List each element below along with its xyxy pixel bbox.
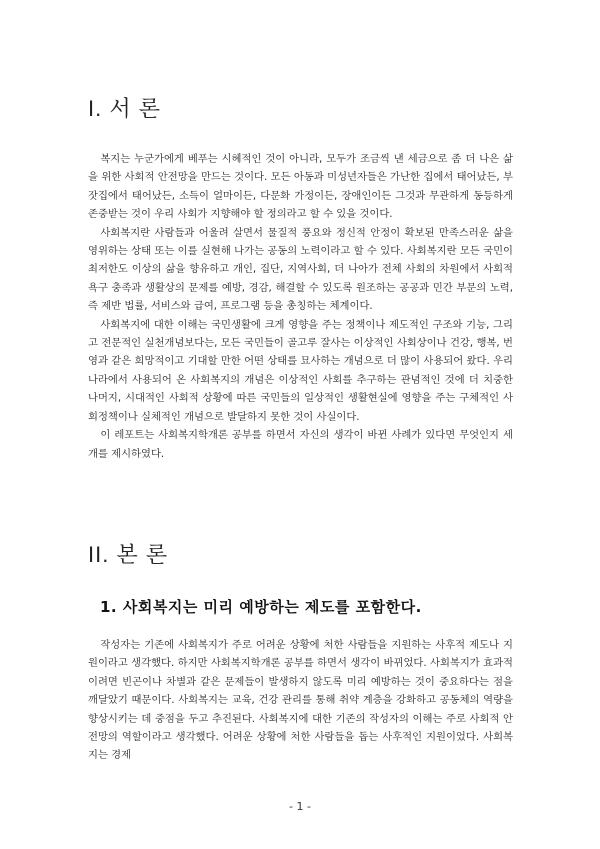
body-text: [88, 636, 513, 765]
intro-body: [88, 150, 513, 463]
intro-paragraph-4: 이 레포트는 사회복지학개론 공부를 하면서 자신의 생각이 바뀐 사례가 있다면 무엇인지 세 개를 제시하였다.: [88, 429, 513, 460]
section-title-intro: I. 서 론: [88, 96, 161, 121]
intro-paragraph-2: 사회복지란 사람들과 어울려 살면서 물질적 풍요와 정신적 안정이 확보된 만족스러운 삶을 영위하는 상태 또는 이를 실현해 나가는 공동의 노력이라고 할 수 있다. 사회복지란 모든 국민이 최저한도 이상의 삶을 향유하고 개인, 집단, 지역사회, 더 나아가 전체 사회의 차원에서 사회적 욕구 충족과 생활상의 문제를 예방, 경감, 해결할 수 있도록 원조하는 공공과 민간 부문의 노력, 즉 제반 법률, 서비스와 급여, 프로그램 등을 총칭하는 체계이다.: [88, 226, 513, 313]
intro-paragraph-1: 복지는 누군가에게 베푸는 시혜적인 것이 아니라, 모두가 조금씩 낸 세금으로 좀 더 나은 삶을 위한 사회적 안전망을 만드는 것이다. 모든 아동과 미성년자들은 가난한 집에서 태어났든, 부잣집에서 태어났든, 소득이 얼마이든, 다문화 가정이든, 장애인이든 그것과 무관하게 동등하게 존중받는 것이 우리 사회가 지향해야 할 정의라고 할 수 있을 것이다.: [88, 153, 513, 221]
section-title-body: II. 본 론: [88, 542, 169, 567]
subsection-title: 1. 사회복지는 미리 예방하는 제도를 포함한다.: [100, 598, 422, 616]
intro-paragraph-3: 사회복지에 대한 이해는 국민생활에 크게 영향을 주는 정책이나 제도적인 구조와 기능, 그리고 전문적인 실천개념보다는, 모든 국민들이 골고루 잘사는 이상적인 사회상이나 건강, 행복, 번영과 같은 희망적이고 기대할 만한 어떤 상태를 묘사하는 개념으로 더 많이 사용되어 왔다. 우리나라에서 사용되어 온 사회복지의 개념은 이상적인 사회를 추구하는 관념적인 것에 더 치중한 나머지, 시대적인 사회적 상황에 따른 국민들의 일상적인 생활현실에 영향을 주는 구체적인 사회정책이나 실체적인 개념으로 발달하지 못한 것이 사실이다.: [88, 318, 513, 423]
page-number: - 1 -: [289, 800, 311, 813]
body-paragraph-1: 작성자는 기존에 사회복지가 주로 어려운 상황에 처한 사람들을 지원하는 사후적 제도나 지원이라고 생각했다. 하지만 사회복지학개론 공부를 하면서 생각이 바뀌었다. 사회복지가 효과적이려면 빈곤이나 차별과 같은 문제들이 발생하지 않도록 미리 예방하는 것이 중요하다는 점을 깨달았기 때문이다. 사회복지는 교육, 건강 관리를 통해 취약 계층을 강화하고 공동체의 역량을 향상시키는 데 중점을 두고 추진된다. 사회복지에 대한 기존의 작성자의 이해는 주로 사회적 안전망의 역할이라고 생각했다. 어려운 상황에 처한 사람들을 돕는 사후적인 지원이었다. 사회복지는 경제: [88, 639, 513, 762]
